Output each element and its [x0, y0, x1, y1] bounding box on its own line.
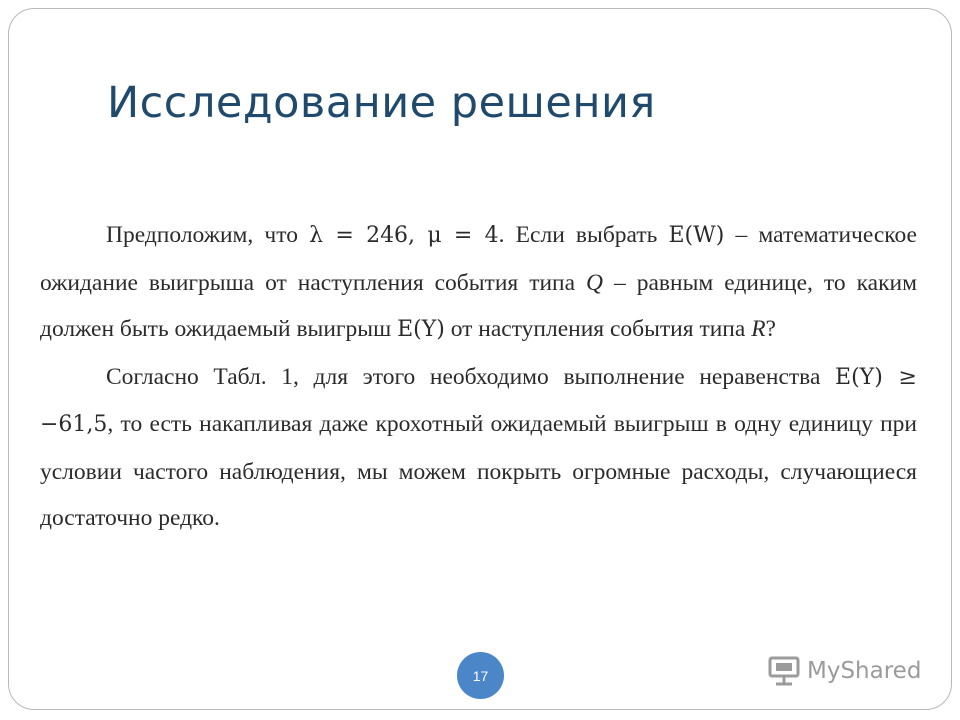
p2-math-inequality: E(Y) ≥ −61,5: [40, 364, 917, 437]
p1-var-r: R: [751, 316, 766, 342]
watermark-text: MyShared: [807, 658, 922, 684]
p1-text-4: – равным единице, то каким должен быть ожидаемый выигрыш: [40, 269, 917, 342]
page-number-badge: 17: [457, 652, 504, 699]
p1-math-ey: E(Y): [397, 317, 445, 342]
p1-math-lambda-mu: λ = 246, μ = 4: [309, 223, 499, 248]
p1-text-1: Предположим, что: [106, 222, 310, 248]
p1-text-6: ?: [765, 316, 776, 342]
p1-math-ew: E(W): [668, 223, 725, 248]
slide-body: [40, 212, 917, 542]
p2-text-1: Согласно Табл. 1, для этого необходимо выполнение неравенства: [106, 363, 836, 390]
p1-text-3: – математическое ожидание выигрыша от наступления события типа: [40, 222, 917, 296]
p2-text-2: , то есть накапливая даже крохотный ожидаемый выигрыш в одну единицу при условии частого наблюдения, мы можем покрыть огромные расходы, случающиеся достаточно редко.: [40, 411, 917, 531]
slide-title: Исследование решения: [107, 78, 656, 128]
p1-var-q: Q: [586, 269, 604, 296]
paragraph-2: [40, 354, 917, 542]
p1-text-5: от наступления события типа: [444, 316, 752, 342]
projector-screen-icon: [767, 656, 801, 686]
p1-text-2: . Если выбрать: [498, 222, 669, 248]
paragraph-1: [40, 212, 917, 354]
watermark: [767, 656, 921, 686]
